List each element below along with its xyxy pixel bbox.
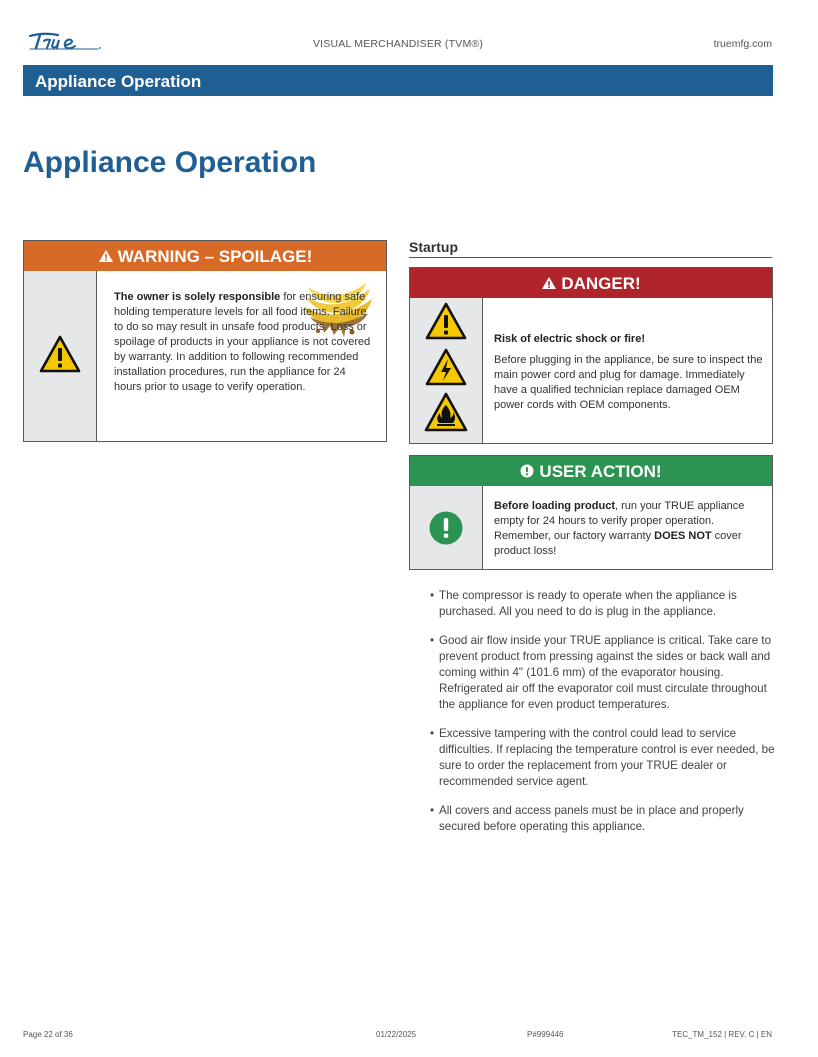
user-action-text bbox=[494, 499, 766, 559]
user-action-body-2: cover product loss! bbox=[494, 530, 742, 557]
user-action-header bbox=[410, 456, 772, 486]
danger-title: DANGER! bbox=[561, 274, 641, 293]
user-action-lead: Before loading product bbox=[494, 500, 615, 512]
startup-heading: Startup bbox=[409, 239, 772, 258]
user-action-box bbox=[409, 455, 773, 570]
bullet-item: • All covers and access panels must be in place and properly secured before operating this appliance. bbox=[430, 803, 775, 835]
danger-icon-panel bbox=[410, 298, 483, 443]
warning-title: WARNING – SPOILAGE! bbox=[117, 247, 313, 266]
bullet-item: • Good air flow inside your TRUE appliance is critical. Take care to prevent product from pressing against the sides or back wall and coming within 4" (101.6 mm) of the evaporator housing. Refrigerated air off the evaporator coil must circulate throughout the appliance for even product temperatures. bbox=[430, 633, 775, 713]
startup-bullet-list bbox=[430, 588, 775, 848]
bullet-item: • Excessive tampering with the control could lead to service difficulties. If replacing the temperature control is ever needed, be sure to order the replacement from your TRUE dealer or recommended service agent. bbox=[430, 726, 775, 790]
footer-part-number: P#999446 bbox=[527, 1030, 564, 1039]
warning-triangle-icon bbox=[98, 249, 114, 263]
exclamation-circle-icon bbox=[520, 464, 534, 478]
warning-triangle-icon bbox=[541, 276, 557, 290]
user-action-emphasis: DOES NOT bbox=[654, 530, 712, 542]
electric-shock-icon bbox=[425, 348, 467, 386]
fire-icon bbox=[424, 392, 468, 432]
footer-page-number: Page 22 of 36 bbox=[23, 1030, 73, 1039]
user-action-icon-panel bbox=[410, 486, 483, 569]
exclamation-circle-icon bbox=[429, 511, 463, 545]
danger-box bbox=[409, 267, 773, 444]
warning-header bbox=[24, 241, 386, 271]
document-title: VISUAL MERCHANDISER (TVM®) bbox=[312, 38, 484, 50]
footer-document-code: TEC_TM_152 | REV. C | EN bbox=[672, 1030, 772, 1039]
warning-triangle-icon bbox=[425, 302, 467, 340]
danger-text bbox=[494, 332, 766, 413]
page-title: Appliance Operation bbox=[23, 146, 317, 179]
warning-icon-panel bbox=[24, 271, 97, 441]
section-bar bbox=[23, 65, 773, 96]
danger-subtitle: Risk of electric shock or fire! bbox=[494, 333, 645, 345]
true-logo bbox=[24, 30, 104, 52]
warning-body: for ensuring safe holding temperature levels for all food items. Failure to do so may result in unsafe food products. Loss or spoilage of products in your appliance is not covered by warranty. In addition to following recommended installation procedures, run the appliance for 24 hours prior to usage to verify operation. bbox=[114, 291, 371, 393]
danger-header bbox=[410, 268, 772, 298]
website-url[interactable]: truemfg.com bbox=[713, 38, 772, 50]
user-action-title: USER ACTION! bbox=[539, 462, 662, 481]
bullet-item: • The compressor is ready to operate when the appliance is purchased. All you need to do is plug in the appliance. bbox=[430, 588, 775, 620]
warning-spoilage-box bbox=[23, 240, 387, 442]
warning-text bbox=[114, 290, 374, 395]
footer-date: 01/22/2025 bbox=[376, 1030, 417, 1039]
danger-body: Before plugging in the appliance, be sure to inspect the main power cord and plug for damage. Immediately have a qualified technician replace damaged OEM power cords with OEM components. bbox=[494, 354, 763, 411]
section-bar-label: Appliance Operation bbox=[35, 72, 202, 91]
warning-triangle-icon bbox=[39, 335, 81, 373]
user-action-body-1: , run your TRUE appliance empty for 24 hours to verify proper operation. Remember, our factory warranty bbox=[494, 500, 745, 542]
warning-lead: The owner is solely responsible bbox=[114, 291, 281, 303]
